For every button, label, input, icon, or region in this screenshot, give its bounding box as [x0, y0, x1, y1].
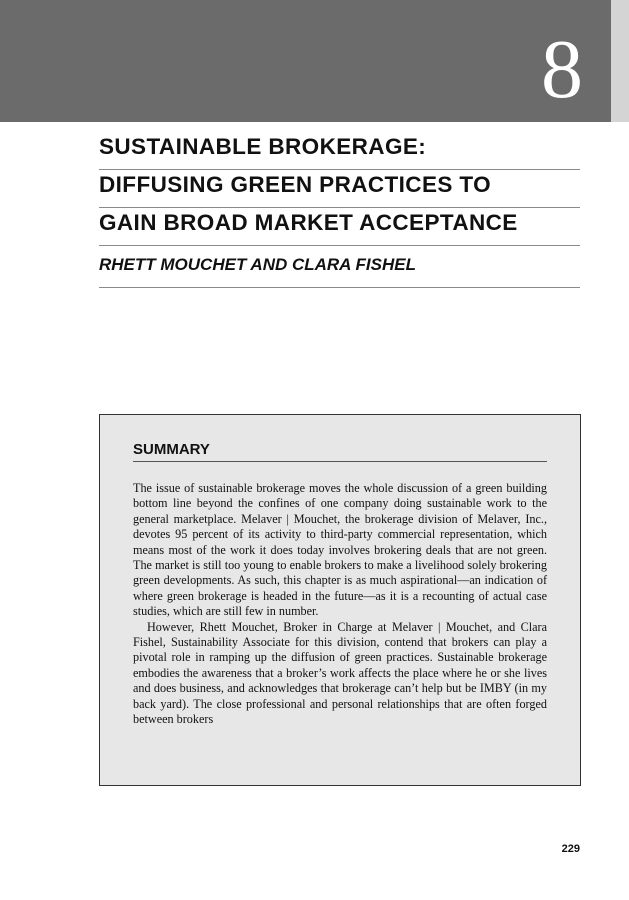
- summary-paragraph-2: However, Rhett Mouchet, Broker in Charge at Melaver | Mouchet, and Clara Fishel, Sustainability Associate for this division, contend that brokers can play a pivotal role in ramping up the diffusion of green practices. Sustainable brokerage embodies the awareness that a broker’s work affects the place where he or she lives and does business, and acknowledges that brokerage can’t help but be IMBY (in my back yard). The close professional and personal relationships that are often forged between brokers: [133, 619, 547, 727]
- chapter-title-line-1: SUSTAINABLE BROKERAGE:: [99, 132, 580, 170]
- chapter-number: 8: [541, 23, 583, 116]
- chapter-title-block: [99, 132, 580, 288]
- chapter-header-band: [0, 0, 611, 122]
- summary-paragraph-1: The issue of sustainable brokerage moves the whole discussion of a green building bottom line beyond the confines of one company doing sustainable work to the general marketplace. Melaver | Mouchet, the brokerage division of Melaver, Inc., devotes 95 percent of its activity to third-party commercial representation, which means most of the work it does today involves brokering deals that are not green. The market is still too young to enable brokers to make a livelihood solely brokering green developments. As such, this chapter is as much aspirational—an indication of where green brokerage is headed in the future—as it is a recounting of actual case studies, which are still few in number.: [133, 481, 547, 619]
- chapter-title-line-3: GAIN BROAD MARKET ACCEPTANCE: [99, 208, 580, 246]
- chapter-title-line-2: DIFFUSING GREEN PRACTICES TO: [99, 170, 580, 208]
- chapter-authors: RHETT MOUCHET AND CLARA FISHEL: [99, 250, 580, 288]
- summary-box: [99, 414, 581, 786]
- header-edge-strip: [611, 0, 629, 122]
- summary-heading: SUMMARY: [133, 441, 547, 462]
- summary-body: [133, 481, 547, 728]
- page-number: 229: [561, 843, 580, 855]
